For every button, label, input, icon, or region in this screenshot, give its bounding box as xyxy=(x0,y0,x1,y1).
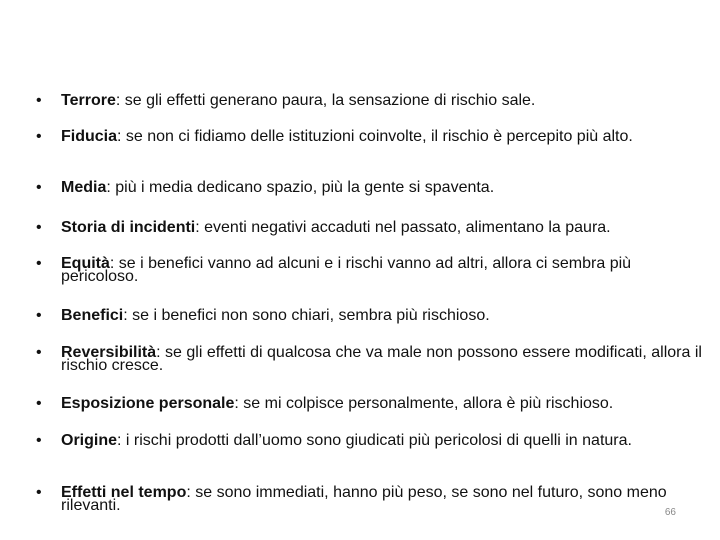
item-description: : se mi colpisce personalmente, allora è più rischioso. xyxy=(234,395,614,412)
item-term: Benefici xyxy=(61,307,124,324)
list-item xyxy=(36,257,706,283)
item-text xyxy=(61,486,706,512)
item-text xyxy=(61,257,706,283)
list-item xyxy=(36,346,706,372)
bullet-icon: • xyxy=(36,432,42,449)
item-text xyxy=(61,397,706,410)
item-text xyxy=(61,94,706,107)
item-term: Terrore xyxy=(61,92,116,109)
bullet-icon: • xyxy=(36,484,42,501)
item-description: : i rischi prodotti dall’uomo sono giudicati più pericolosi di quelli in natura. xyxy=(117,432,632,449)
item-text xyxy=(61,181,706,194)
item-text xyxy=(61,130,706,143)
list-item xyxy=(36,221,706,234)
bullet-icon: • xyxy=(36,255,42,272)
item-description: : se i benefici non sono chiari, sembra più rischioso. xyxy=(123,307,490,324)
list-item xyxy=(36,94,706,107)
bullet-icon: • xyxy=(36,92,42,109)
item-term: Fiducia xyxy=(61,128,118,145)
bullet-icon: • xyxy=(36,219,42,236)
list-item xyxy=(36,181,706,194)
item-description: : se gli effetti di qualcosa che va male non possono essere modificati, allora il rischio cresce. xyxy=(61,344,702,374)
item-description: : se i benefici vanno ad alcuni e i rischi vanno ad altri, allora ci sembra più pericoloso. xyxy=(61,255,632,285)
bullet-icon: • xyxy=(36,179,42,196)
item-term: Effetti nel tempo xyxy=(61,484,187,501)
item-term: Origine xyxy=(61,432,118,449)
item-description: : più i media dedicano spazio, più la gente si spaventa. xyxy=(106,179,495,196)
bullet-icon: • xyxy=(36,128,42,145)
item-term: Equità xyxy=(61,255,110,272)
item-description: : se gli effetti generano paura, la sensazione di rischio sale. xyxy=(115,92,536,109)
list-item xyxy=(36,309,706,322)
item-description: : se non ci fidiamo delle istituzioni coinvolte, il rischio è percepito più alto. xyxy=(117,128,633,145)
page-number: 66 xyxy=(664,507,676,518)
item-description: : se sono immediati, hanno più peso, se sono nel futuro, sono meno rilevanti. xyxy=(61,484,667,514)
bullet-icon: • xyxy=(36,395,42,412)
item-term: Esposizione personale xyxy=(61,395,235,412)
item-text xyxy=(61,309,706,322)
item-text xyxy=(61,221,706,234)
item-text xyxy=(61,434,706,447)
item-term: Reversibilità xyxy=(61,344,157,361)
item-description: : eventi negativi accaduti nel passato, alimentano la paura. xyxy=(195,219,611,236)
item-term: Media xyxy=(61,179,107,196)
list-item xyxy=(36,130,706,143)
list-item xyxy=(36,434,706,447)
item-text xyxy=(61,346,706,372)
item-term: Storia di incidenti xyxy=(61,219,196,236)
bullet-icon: • xyxy=(36,307,42,324)
list-item xyxy=(36,397,706,410)
list-item xyxy=(36,486,706,512)
bullet-icon: • xyxy=(36,344,42,361)
